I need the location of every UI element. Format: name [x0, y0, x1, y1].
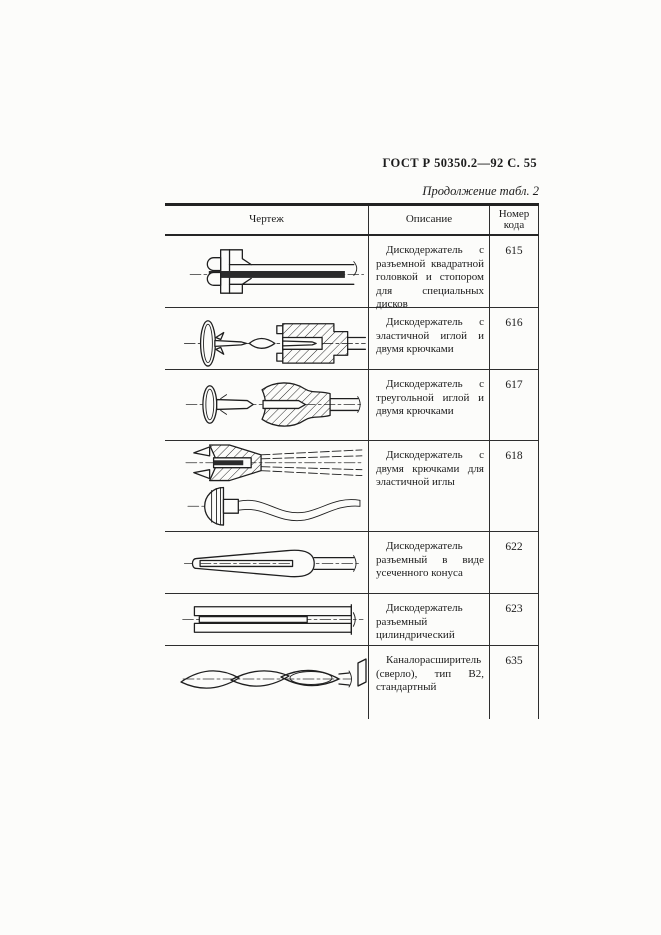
doc-header: ГОСТ Р 50350.2—92 С. 55 — [382, 156, 537, 170]
disc-holder-cylindrical-drawing — [165, 594, 368, 645]
column-header-description: Описание — [368, 206, 489, 234]
canal-expander-drill-drawing — [165, 646, 368, 719]
description-cell — [368, 308, 489, 369]
code-cell: 618 — [489, 441, 539, 531]
code-cell: 617 — [489, 370, 539, 440]
code-cell: 622 — [489, 532, 539, 593]
drawing-cell — [165, 441, 368, 531]
table-row — [165, 236, 539, 308]
description-text: Дискодержатель с эластичной иглой и двумя крючками — [376, 316, 484, 355]
column-header-code: Номер кода — [489, 206, 539, 234]
table-row — [165, 441, 539, 532]
description-cell — [368, 236, 489, 310]
table-continuation-caption: Продолжение табл. 2 — [422, 184, 539, 198]
table-row — [165, 370, 539, 441]
disc-holder-truncated-cone-drawing — [165, 532, 368, 593]
description-text: Дискодержатель с треугольной иглой и двумя крючками — [376, 378, 484, 417]
code-cell: 623 — [489, 594, 539, 645]
drawing-cell — [165, 370, 368, 440]
table-row — [165, 594, 539, 646]
description-cell — [368, 532, 489, 593]
drawing-cell — [165, 646, 368, 719]
disc-holder-elastic-needle-drawing — [165, 308, 368, 369]
instruments-table — [165, 203, 539, 719]
description-cell — [368, 646, 489, 719]
drawing-cell — [165, 308, 368, 369]
disc-holder-square-head-drawing — [165, 236, 368, 307]
disc-holder-triangular-needle-drawing — [165, 370, 368, 440]
description-text: Дискодержатель разъемный в виде усеченного конуса — [376, 540, 484, 579]
drawing-cell — [165, 532, 368, 593]
table-header-row — [165, 206, 539, 236]
table-row — [165, 532, 539, 594]
description-text: Дискодержатель с двумя крючками для эластичной иглы — [376, 449, 484, 488]
column-header-drawing: Чертеж — [249, 213, 284, 226]
description-text: Дискодержатель разъемный цилиндрический — [376, 602, 463, 641]
disc-holder-two-hooks-drawing — [165, 441, 368, 531]
description-cell — [368, 370, 489, 440]
table-row — [165, 646, 539, 719]
drawing-cell — [165, 594, 368, 645]
description-cell — [368, 594, 489, 645]
description-text: Дискодержатель с разъемной квадратной головкой и стопором для специальных дисков — [376, 244, 484, 310]
description-cell — [368, 441, 489, 531]
code-cell: 635 — [489, 646, 539, 719]
drawing-cell — [165, 236, 368, 307]
description-text: Каналорасширитель (сверло), тип В2, стандартный — [376, 654, 484, 693]
table-row — [165, 308, 539, 370]
code-cell: 616 — [489, 308, 539, 369]
code-cell: 615 — [489, 236, 539, 307]
